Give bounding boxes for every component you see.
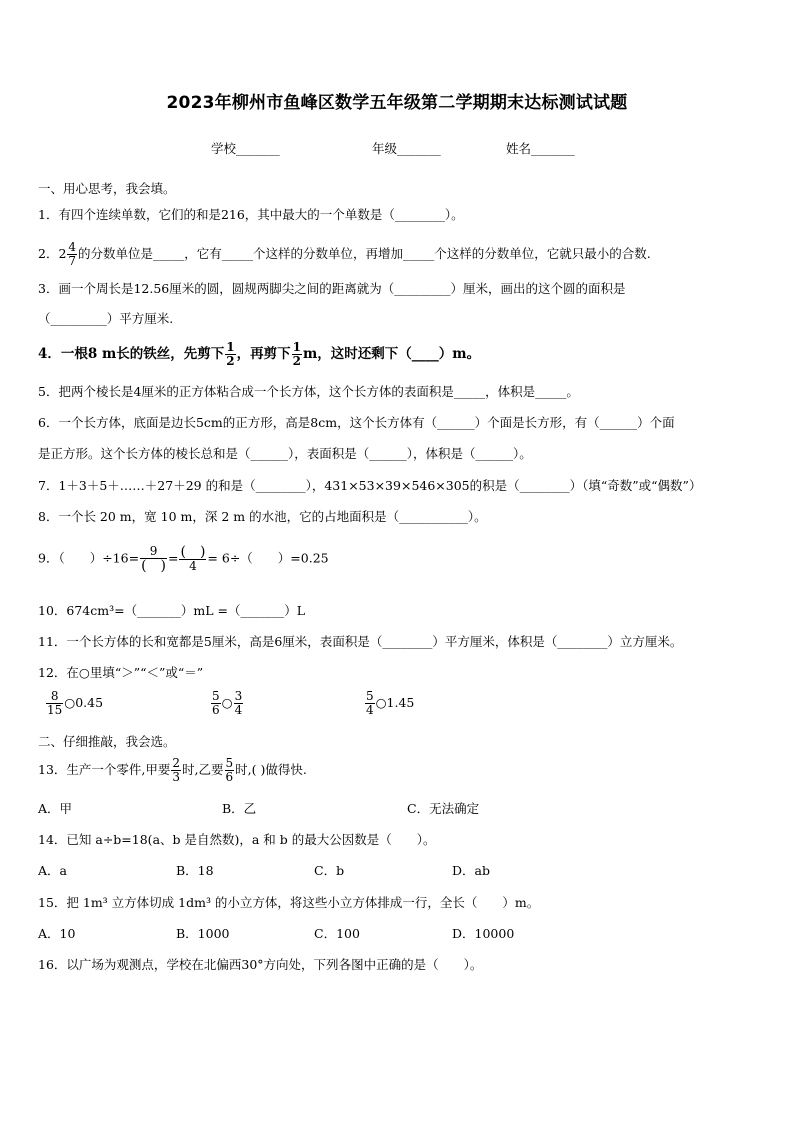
- grade-field: 年级_______: [372, 141, 441, 156]
- q4-f1-denominator: 2: [226, 354, 235, 368]
- q15-option-b: B．1000: [176, 926, 230, 941]
- q4-pre: 4．一根8 m长的铁丝，先剪下: [38, 346, 225, 362]
- q12-1-denominator: 15: [47, 703, 63, 717]
- question-6-line-1: 6．一个长方体，底面是边长5cm的正方形，高是8cm，这个长方体有（______）个面是长方形，有（______）个面: [38, 415, 675, 430]
- q14-option-b: B．18: [176, 863, 214, 878]
- q4-post: m，这时还剩下（____）m。: [303, 346, 481, 362]
- page-title: 2023年柳州市鱼峰区数学五年级第二学期期末达标测试试题: [166, 93, 628, 113]
- q13-post: 时,( )做得快.: [235, 762, 307, 777]
- q9-fraction-2: [179, 545, 206, 573]
- question-5: 5．把两个棱长是4厘米的正方体粘合成一个长方体，这个长方体的表面积是_____，体积是_____。: [38, 384, 579, 399]
- question-2: [38, 241, 651, 268]
- question-16: 16．以广场为观测点，学校在北偏西30°方向处，下列各图中正确的是（ ）。: [38, 957, 483, 972]
- q14-option-a: A．a: [38, 863, 67, 878]
- q12-2-numerator: 5: [212, 689, 220, 703]
- q4-fraction-2: [292, 341, 302, 368]
- q12-2-denominator: 6: [212, 703, 220, 717]
- q9-part-c: = 6÷（ ）=0.25: [207, 550, 329, 566]
- q9-part-a: 9．（ ）÷16=: [38, 550, 140, 566]
- question-1: 1．有四个连续单数，它们的和是216，其中最大的一个单数是（________）。: [38, 207, 464, 222]
- question-8: 8．一个长 20 m，宽 10 m，深 2 m 的水池，它的占地面积是（___________）。: [38, 509, 487, 524]
- question-7: 7．1＋3＋5＋……＋27＋29 的和是（________），431×53×39×546×305的积是（________）（填“奇数”或“偶数”）: [38, 478, 702, 493]
- q15-option-a: A．10: [38, 926, 76, 941]
- question-14: 14．已知 a÷b=18(a、b 是自然数)，a 和 b 的最大公因数是（ ）。: [38, 832, 436, 847]
- q13-option-c: C．无法确定: [407, 801, 480, 816]
- q4-f1-numerator: 1: [226, 340, 235, 354]
- question-6-line-2: 是正方形。这个长方体的棱长总和是（______），表面积是（______），体积是（______）。: [38, 446, 532, 461]
- q14-option-d: D．ab: [452, 863, 490, 878]
- question-9: [38, 545, 329, 573]
- q13-f1-numerator: 2: [172, 756, 181, 770]
- q12-2-numerator-2: 3: [234, 689, 243, 703]
- question-15: 15．把 1m³ 立方体切成 1dm³ 的小立方体，将这些小立方体排成一行，全长（ ）m。: [38, 895, 540, 910]
- q9-f2-denominator: 4: [189, 559, 197, 573]
- q4-mid: ，再剪下: [236, 346, 291, 362]
- section-2-heading: 二、仔细推敲，我会选。: [38, 734, 176, 749]
- q4-f2-numerator: 1: [292, 340, 301, 354]
- q13-option-b: B．乙: [222, 801, 257, 816]
- q2-numerator: 4: [68, 240, 77, 254]
- q13-mid: 时,乙要: [182, 762, 224, 777]
- q12-item-1: [45, 690, 103, 717]
- q13-f2-numerator: 5: [225, 756, 234, 770]
- q13-pre: 13．生产一个零件,甲要: [38, 762, 171, 777]
- q9-fraction-1: [140, 545, 167, 573]
- q12-1-numerator: 8: [46, 690, 63, 704]
- q2-fraction: [67, 241, 77, 268]
- q15-option-d: D．10000: [452, 926, 515, 941]
- name-field: 姓名_______: [506, 141, 575, 156]
- q12-3-numerator: 5: [366, 689, 374, 703]
- q13-fraction-1: [171, 757, 181, 784]
- q13-f1-denominator: 3: [172, 770, 181, 784]
- q2-denominator: 7: [68, 254, 77, 268]
- question-3-line-2: （_________）平方厘米.: [38, 311, 174, 326]
- q2-post: 的分数单位是_____，它有_____个这样的分数单位，再增加_____个这样的分数单位，它就只最小的合数.: [78, 246, 651, 261]
- q9-f2-numerator: ( ): [180, 544, 206, 560]
- question-11: 11．一个长方体的长和宽都是5厘米，高是6厘米，表面积是（________）平方厘米，体积是（________）立方厘米。: [38, 634, 683, 649]
- q12-3-denominator: 4: [366, 703, 374, 717]
- question-3-line-1: 3．画一个周长是12.56厘米的圆，圆规两脚尖之间的距离就为（_________）厘米，画出的这个圆的面积是: [38, 281, 626, 296]
- section-1-heading: 一、用心思考，我会填。: [38, 181, 176, 196]
- q13-option-a: A．甲: [38, 801, 73, 816]
- q12-3-post: ○1.45: [375, 695, 415, 710]
- question-12: 12．在○里填“＞”“＜”或“＝”: [38, 665, 204, 680]
- q12-item-3: [364, 690, 414, 717]
- q15-option-c: C．100: [314, 926, 360, 941]
- q12-2-circle: ○: [221, 695, 233, 710]
- q13-fraction-2: [225, 757, 235, 784]
- q2-pre: 2．2: [38, 246, 67, 261]
- q12-item-2-fraction-2: [234, 690, 244, 717]
- q12-item-3-fraction: [365, 690, 375, 717]
- q12-2-denominator-2: 4: [234, 703, 243, 717]
- q12-item-2-fraction-1: [211, 690, 221, 717]
- question-4: [38, 341, 480, 368]
- q4-fraction-1: [225, 341, 235, 368]
- q13-f2-denominator: 6: [225, 770, 234, 784]
- question-10: 10．674cm³=（_______）mL =（_______）L: [38, 603, 306, 618]
- q9-part-b: =: [168, 550, 179, 566]
- question-13: [38, 757, 307, 784]
- q14-option-c: C．b: [314, 863, 345, 878]
- q4-f2-denominator: 2: [292, 354, 301, 368]
- q12-item-2: [210, 690, 244, 717]
- q12-1-post: ○0.45: [64, 695, 104, 710]
- q9-f1-numerator: 9: [140, 545, 167, 559]
- school-field: 学校_______: [211, 141, 280, 156]
- q12-item-1-fraction: [46, 690, 63, 717]
- q9-f1-denominator: ( ): [141, 558, 166, 574]
